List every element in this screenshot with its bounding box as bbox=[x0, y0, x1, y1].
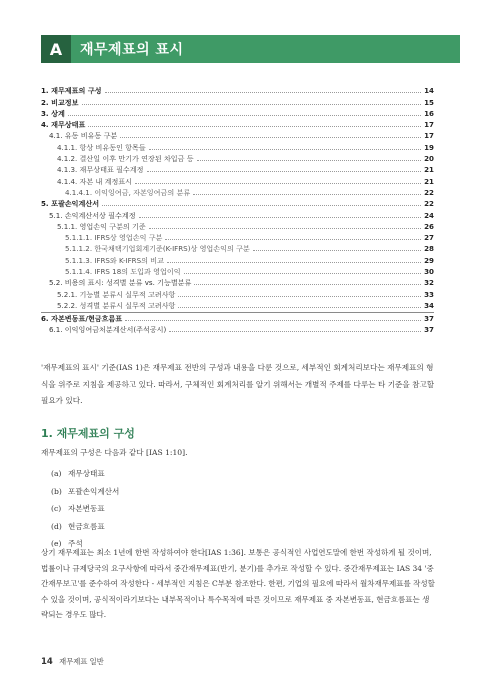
toc-entry-page: 37 bbox=[424, 325, 434, 335]
toc-entry-label: 5.1.1.4. IFRS 18의 도입과 영업이익 bbox=[65, 267, 181, 277]
toc-entry-label: 4.1.1. 항상 비유동인 항목들 bbox=[57, 142, 146, 152]
list-text: 재무상태표 bbox=[68, 469, 105, 478]
toc-entry bbox=[41, 299, 434, 310]
list-marker: (d) bbox=[51, 521, 62, 531]
toc-entry bbox=[41, 118, 434, 129]
statement-list bbox=[51, 465, 119, 553]
toc-entry-label: 5.1.1.3. IFRS와 K-IFRS의 비교 bbox=[65, 255, 164, 265]
toc-leader-dots bbox=[169, 330, 421, 332]
toc-entry bbox=[41, 197, 434, 208]
toc-entry-page: 34 bbox=[424, 300, 434, 310]
list-marker: (c) bbox=[51, 504, 62, 513]
toc-entry-label: 4. 재무상태표 bbox=[41, 120, 86, 130]
toc-entry-page: 14 bbox=[424, 86, 434, 96]
list-item bbox=[51, 500, 119, 518]
toc-entry bbox=[41, 276, 434, 287]
toc-entry-page: 21 bbox=[424, 176, 434, 186]
toc-entry bbox=[41, 253, 434, 264]
table-of-contents bbox=[41, 84, 434, 334]
toc-entry bbox=[41, 220, 434, 231]
toc-entry bbox=[41, 186, 434, 197]
toc-leader-dots bbox=[82, 103, 422, 105]
toc-entry-page: 32 bbox=[424, 278, 434, 288]
toc-entry-label: 5.1.1.1. IFRS상 영업손익 구분 bbox=[65, 233, 163, 243]
page-number: 14 bbox=[41, 657, 53, 667]
toc-entry-label: 5.2. 비용의 표시: 성격별 분류 vs. 기능별분류 bbox=[49, 278, 192, 288]
toc-leader-dots bbox=[125, 319, 421, 321]
toc-entry bbox=[41, 312, 434, 323]
toc-entry-label: 4.1.4. 자본 내 계정표시 bbox=[57, 176, 133, 186]
section-body-paragraph: 상기 재무제표는 최소 1년에 한번 작성하여야 한다[IAS 1:36]. 보통은 공식적인 사업연도말에 한번 작성하게 될 것이며, 법률이나 규제당국의 요구사항에 따라서 중간재무제표(반기, 분기)를 추가로 작성할 수 있다. 중간재무제표는 IAS 34 '중간재무보고'를 준수하여 작성한다 - 세부적인 지침은 C부분 참조한다. 한편, 기업의 필요에 따라서 월차재무제표를 작성할 수 있을 것이며, 공식적이라기보다는 내부목적이나 특수목적에 따른 것이므로 재무제표 중 자본변동표, 현금흐름표는 생략되는 경우도 많다. bbox=[41, 548, 435, 619]
list-marker: (e) bbox=[51, 539, 62, 548]
toc-entry bbox=[41, 129, 434, 140]
toc-entry-page: 22 bbox=[424, 187, 434, 197]
toc-entry bbox=[41, 107, 434, 118]
toc-entry bbox=[41, 208, 434, 219]
toc-entry-page: 17 bbox=[424, 131, 434, 141]
toc-entry-page: 15 bbox=[424, 97, 434, 107]
toc-leader-dots bbox=[135, 182, 421, 184]
toc-entry-label: 5.2.1. 기능별 분류시 실무적 고려사항 bbox=[57, 289, 176, 299]
toc-entry-label: 1. 재무제표의 구성 bbox=[41, 86, 102, 96]
section-heading: 1. 재무제표의 구성 bbox=[41, 427, 135, 440]
toc-leader-dots bbox=[165, 238, 421, 240]
toc-entry-page: 20 bbox=[424, 154, 434, 164]
toc-entry-page: 21 bbox=[424, 165, 434, 175]
toc-leader-dots bbox=[102, 204, 421, 206]
list-text: 포괄손익계산서 bbox=[68, 486, 120, 496]
toc-leader-dots bbox=[167, 261, 421, 263]
toc-entry-label: 5. 포괄손익계산서 bbox=[41, 199, 100, 209]
toc-leader-dots bbox=[184, 272, 422, 274]
list-item bbox=[51, 518, 119, 536]
list-marker: (b) bbox=[51, 486, 62, 496]
toc-leader-dots bbox=[193, 193, 421, 195]
toc-leader-dots bbox=[120, 136, 421, 138]
toc-entry-label: 4.1. 유동 비유동 구분 bbox=[49, 131, 118, 141]
toc-entry bbox=[41, 174, 434, 185]
toc-leader-dots bbox=[178, 306, 421, 308]
toc-leader-dots bbox=[149, 227, 421, 229]
toc-entry-label: 5.1.1. 영업손익 구분의 기준 bbox=[57, 221, 146, 231]
toc-entry-label: 4.1.3. 재무상태표 필수계정 bbox=[57, 165, 144, 175]
toc-entry-page: 30 bbox=[424, 267, 434, 277]
list-text: 자본변동표 bbox=[68, 504, 105, 513]
page-footer bbox=[41, 657, 104, 667]
toc-entry-page: 26 bbox=[424, 221, 434, 231]
toc-entry bbox=[41, 163, 434, 174]
toc-entry-label: 3. 상계 bbox=[41, 108, 65, 118]
toc-entry-page: 17 bbox=[424, 120, 434, 130]
toc-entry-label: 6.1. 이익잉여금처분계산서(주석공시) bbox=[49, 325, 167, 335]
list-text: 주석 bbox=[68, 539, 83, 548]
toc-entry bbox=[41, 242, 434, 253]
toc-entry bbox=[41, 323, 434, 334]
toc-entry-page: 37 bbox=[424, 313, 434, 323]
toc-entry-page: 29 bbox=[424, 255, 434, 265]
toc-entry-page: 27 bbox=[424, 233, 434, 243]
toc-leader-dots bbox=[147, 170, 422, 172]
toc-entry bbox=[41, 95, 434, 106]
toc-entry bbox=[41, 265, 434, 276]
chapter-title: 재무제표의 표시 bbox=[80, 42, 184, 58]
toc-entry bbox=[41, 287, 434, 298]
toc-leader-dots bbox=[178, 295, 421, 297]
toc-entry-page: 24 bbox=[424, 210, 434, 220]
toc-entry-label: 5.2.2. 성격별 분류시 실무적 고려사항 bbox=[57, 300, 176, 310]
toc-leader-dots bbox=[68, 114, 421, 116]
toc-entry-label: 5.1. 손익계산서상 필수계정 bbox=[49, 210, 136, 220]
toc-leader-dots bbox=[88, 125, 421, 127]
toc-entry-page: 16 bbox=[424, 108, 434, 118]
book-title: 재무제표 일반 bbox=[59, 657, 104, 666]
toc-entry-label: 6. 자본변동표/현금흐름표 bbox=[41, 313, 123, 323]
toc-entry-label: 4.1.2. 결산일 이후 만기가 연장된 차입금 등 bbox=[57, 154, 194, 164]
toc-entry bbox=[41, 84, 434, 95]
toc-entry-page: 28 bbox=[424, 244, 434, 254]
toc-entry-page: 22 bbox=[424, 199, 434, 209]
list-item bbox=[51, 465, 119, 483]
toc-leader-dots bbox=[105, 91, 422, 93]
toc-entry-page: 19 bbox=[424, 142, 434, 152]
list-marker: (a) bbox=[51, 469, 62, 478]
chapter-letter: A bbox=[41, 35, 71, 63]
toc-leader-dots bbox=[253, 249, 421, 251]
list-item bbox=[51, 483, 119, 501]
list-text: 현금흐름표 bbox=[68, 521, 105, 531]
toc-leader-dots bbox=[139, 216, 422, 218]
toc-leader-dots bbox=[149, 148, 421, 150]
toc-leader-dots bbox=[194, 283, 421, 285]
toc-entry-page: 33 bbox=[424, 289, 434, 299]
toc-leader-dots bbox=[197, 159, 422, 161]
chapter-header bbox=[41, 35, 460, 63]
intro-paragraph: '재무제표의 표시' 기준(IAS 1)은 재무제표 전반의 구성과 내용을 다룬 것으로, 세부적인 회계처리보다는 재무제표의 형식을 위주로 지침을 제공하고 있다. 따라서, 구체적인 회계처리를 알기 위해서는 개별적 주제를 다루는 타 기준을 참고할 필요가 있다. bbox=[41, 363, 435, 405]
section-intro: 재무제표의 구성은 다음과 같다 [IAS 1:10]. bbox=[41, 448, 188, 457]
toc-entry bbox=[41, 231, 434, 242]
toc-entry-label: 5.1.1.2. 한국채택기업회계기준(K-IFRS)상 영업손익의 구분 bbox=[65, 244, 250, 254]
toc-entry-label: 4.1.4.1. 이익잉여금, 자본잉여금의 분류 bbox=[65, 187, 191, 197]
toc-entry-label: 2. 비교정보 bbox=[41, 97, 79, 107]
toc-entry bbox=[41, 140, 434, 151]
toc-entry bbox=[41, 152, 434, 163]
